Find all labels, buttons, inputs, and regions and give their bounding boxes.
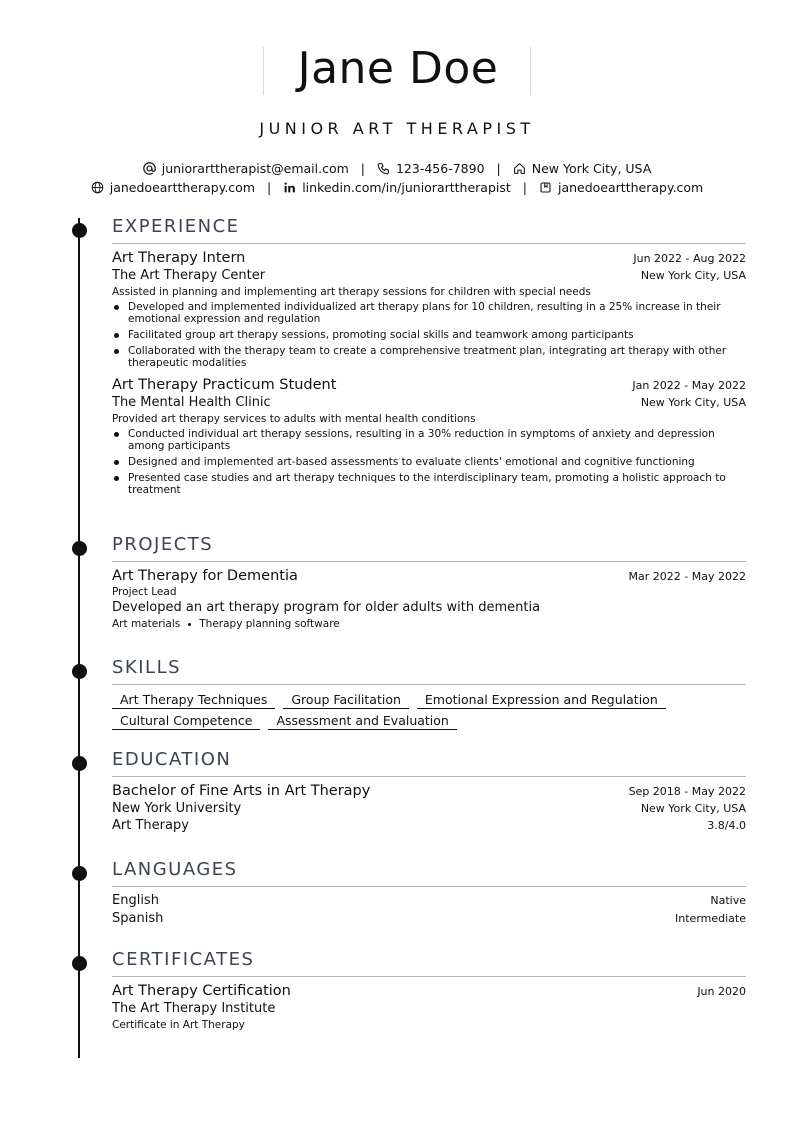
project-tool: Therapy planning software xyxy=(199,618,340,630)
education-dates: Sep 2018 - May 2022 xyxy=(628,785,746,798)
skill-tag: Cultural Competence xyxy=(112,712,260,730)
timeline-dot-education xyxy=(72,756,87,771)
contact-phone[interactable] xyxy=(377,161,485,176)
website-text: janedoearttherapy.com xyxy=(109,180,256,195)
contact-linkedin[interactable] xyxy=(283,180,511,195)
language-level: Intermediate xyxy=(675,912,746,925)
school-location: New York City, USA xyxy=(640,802,746,815)
field-of-study: Art Therapy xyxy=(112,818,189,833)
section-divider xyxy=(112,976,746,977)
contact-website[interactable] xyxy=(91,180,255,195)
project-name: Art Therapy for Dementia xyxy=(112,568,298,584)
candidate-name: Jane Doe xyxy=(297,43,499,94)
section-title: SKILLS xyxy=(112,657,182,678)
entry-role: Art Therapy Practicum Student xyxy=(112,377,337,393)
certificates-section xyxy=(112,949,746,1031)
entry-role: Art Therapy Intern xyxy=(112,250,246,266)
certificate-entry xyxy=(112,983,746,1031)
bullet-item: Developed and implemented individualized art therapy plans for 10 children, resulting in a 25% increase in their emotional expression and regulation xyxy=(112,301,746,325)
skill-tag: Group Facilitation xyxy=(283,691,409,709)
bullet-item: Designed and implemented art-based assessments to evaluate clients' emotional and cognitive functioning xyxy=(112,456,746,468)
bullet-item: Collaborated with the therapy team to create a comprehensive treatment plan, integrating art therapy with other therapeutic modalities xyxy=(112,345,746,369)
email-text: juniorarttherapist@email.com xyxy=(161,161,349,176)
linkedin-icon xyxy=(283,181,296,194)
entry-org: The Art Therapy Center xyxy=(112,268,266,283)
section-title: LANGUAGES xyxy=(112,859,238,880)
contact-row-1 xyxy=(0,160,794,176)
entry-org: The Mental Health Clinic xyxy=(112,395,271,410)
globe-icon xyxy=(91,181,104,194)
certificate-issuer: The Art Therapy Institute xyxy=(112,1001,276,1016)
education-section xyxy=(112,749,746,833)
phone-icon xyxy=(377,162,390,175)
at-icon xyxy=(143,162,156,175)
project-dates: Mar 2022 - May 2022 xyxy=(628,570,746,583)
bullet-item: Conducted individual art therapy sessions, resulting in a 30% reduction in symptoms of anxiety and depression among participants xyxy=(112,428,746,452)
section-divider xyxy=(112,243,746,244)
portfolio-text: janedoearttherapy.com xyxy=(557,180,704,195)
contact-email[interactable] xyxy=(143,161,349,176)
section-title: EXPERIENCE xyxy=(112,216,240,237)
experience-entry xyxy=(112,250,746,369)
section-title: EDUCATION xyxy=(112,749,232,770)
language-name: Spanish xyxy=(112,911,164,926)
separator: | xyxy=(360,161,365,176)
language-level: Native xyxy=(710,894,746,907)
timeline-dot-skills xyxy=(72,664,87,679)
timeline-line xyxy=(78,218,80,1058)
skills-list xyxy=(112,691,746,733)
entry-bullets xyxy=(112,428,746,496)
skill-tag: Emotional Expression and Regulation xyxy=(417,691,666,709)
portfolio-icon xyxy=(539,181,552,194)
section-divider xyxy=(112,561,746,562)
entry-dates: Jan 2022 - May 2022 xyxy=(632,379,746,392)
separator: | xyxy=(522,180,527,195)
location-text: New York City, USA xyxy=(531,161,652,176)
gpa-value: 3.8/4.0 xyxy=(707,819,746,832)
contact-location xyxy=(513,161,652,176)
project-entry xyxy=(112,568,746,630)
phone-text: 123-456-7890 xyxy=(395,161,485,176)
languages-section xyxy=(112,859,746,926)
skill-tag: Art Therapy Techniques xyxy=(112,691,275,709)
timeline-dot-experience xyxy=(72,223,87,238)
experience-section xyxy=(112,216,746,500)
entry-location: New York City, USA xyxy=(640,269,746,282)
linkedin-text: linkedin.com/in/juniorarttherapist xyxy=(302,180,511,195)
education-entry xyxy=(112,783,746,833)
certificate-name: Art Therapy Certification xyxy=(112,983,291,999)
bullet-item: Presented case studies and art therapy techniques to the interdisciplinary team, promoting a holistic approach to treatment xyxy=(112,472,746,496)
project-tool: Art materials xyxy=(112,618,181,630)
bullet-item: Facilitated group art therapy sessions, promoting social skills and teamwork among participants xyxy=(112,329,746,341)
separator: | xyxy=(496,161,501,176)
certificate-date: Jun 2020 xyxy=(697,985,746,998)
project-tools xyxy=(112,618,746,630)
contact-row-2 xyxy=(0,179,794,195)
entry-summary: Provided art therapy services to adults with mental health conditions xyxy=(112,413,476,425)
degree-name: Bachelor of Fine Arts in Art Therapy xyxy=(112,783,371,799)
name-frame xyxy=(263,43,531,95)
section-title: PROJECTS xyxy=(112,534,214,555)
section-divider xyxy=(112,684,746,685)
separator: | xyxy=(267,180,272,195)
timeline-dot-projects xyxy=(72,541,87,556)
entry-dates: Jun 2022 - Aug 2022 xyxy=(633,252,746,265)
contact-portfolio[interactable] xyxy=(539,180,703,195)
entry-summary: Assisted in planning and implementing art therapy sessions for children with special needs xyxy=(112,286,591,298)
project-role: Project Lead xyxy=(112,586,177,598)
timeline-dot-languages xyxy=(72,866,87,881)
projects-section xyxy=(112,534,746,630)
skill-tag: Assessment and Evaluation xyxy=(268,712,456,730)
section-title: CERTIFICATES xyxy=(112,949,255,970)
language-name: English xyxy=(112,893,159,908)
bullet-dot xyxy=(188,623,191,626)
school-name: New York University xyxy=(112,801,242,816)
project-description: Developed an art therapy program for older adults with dementia xyxy=(112,600,541,615)
section-divider xyxy=(112,886,746,887)
certificate-detail: Certificate in Art Therapy xyxy=(112,1019,245,1031)
experience-entry xyxy=(112,377,746,496)
section-divider xyxy=(112,776,746,777)
home-icon xyxy=(513,162,526,175)
entry-bullets xyxy=(112,301,746,369)
skills-section xyxy=(112,657,746,733)
languages-list xyxy=(112,893,746,926)
timeline-dot-certificates xyxy=(72,956,87,971)
entry-location: New York City, USA xyxy=(640,396,746,409)
job-title: JUNIOR ART THERAPIST xyxy=(259,119,535,138)
